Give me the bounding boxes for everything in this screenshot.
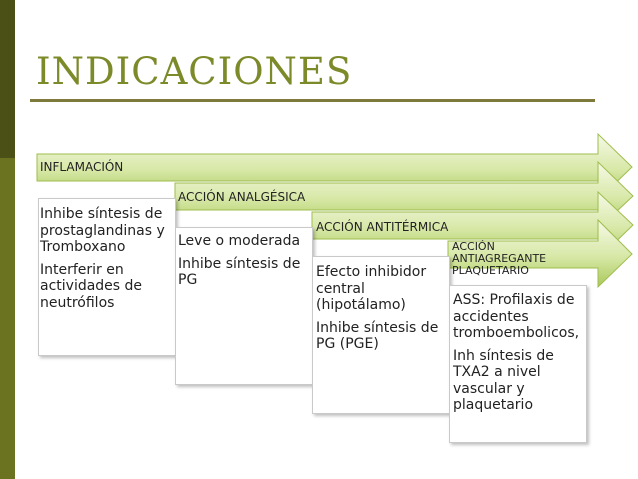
stage-header-2: ACCIÓN ANALGÉSICA: [178, 190, 306, 204]
stage-header-3: ACCIÓN ANTITÉRMICA: [316, 220, 449, 234]
slide-title: INDICACIONES: [36, 50, 353, 93]
stage-2-line-2: Inhibe síntesis de PG: [178, 255, 301, 288]
stage-1-line-2: Interferir en actividades de neutrófilos: [40, 261, 143, 311]
stage-header-1: INFLAMACIÓN: [40, 160, 124, 174]
stage-2-line-1: Leve o moderada: [178, 233, 301, 249]
stage-body-4: [453, 292, 583, 420]
stage-3-line-2: Inhibe síntesis de PG (PGE): [316, 319, 439, 352]
stage-header-4: ACCIÓN ANTIAGREGANTE PLAQUETARIO: [452, 240, 547, 277]
stage-1-line-1: Inhibe síntesis de prostaglandinas y Tromboxano: [40, 206, 165, 255]
stage-body-3: [316, 264, 448, 359]
stage-body-2: [178, 233, 308, 295]
stage-4-line-2: Inh síntesis de TXA2 a nivel vascular y plaquetario: [453, 347, 554, 413]
stage-3-line-1: Efecto inhibidor central (hipotálamo): [316, 264, 427, 313]
stage-body-1: [40, 206, 174, 317]
stage-4-line-1: ASS: Profilaxis de accidentes tromboembolicos,: [453, 292, 580, 341]
